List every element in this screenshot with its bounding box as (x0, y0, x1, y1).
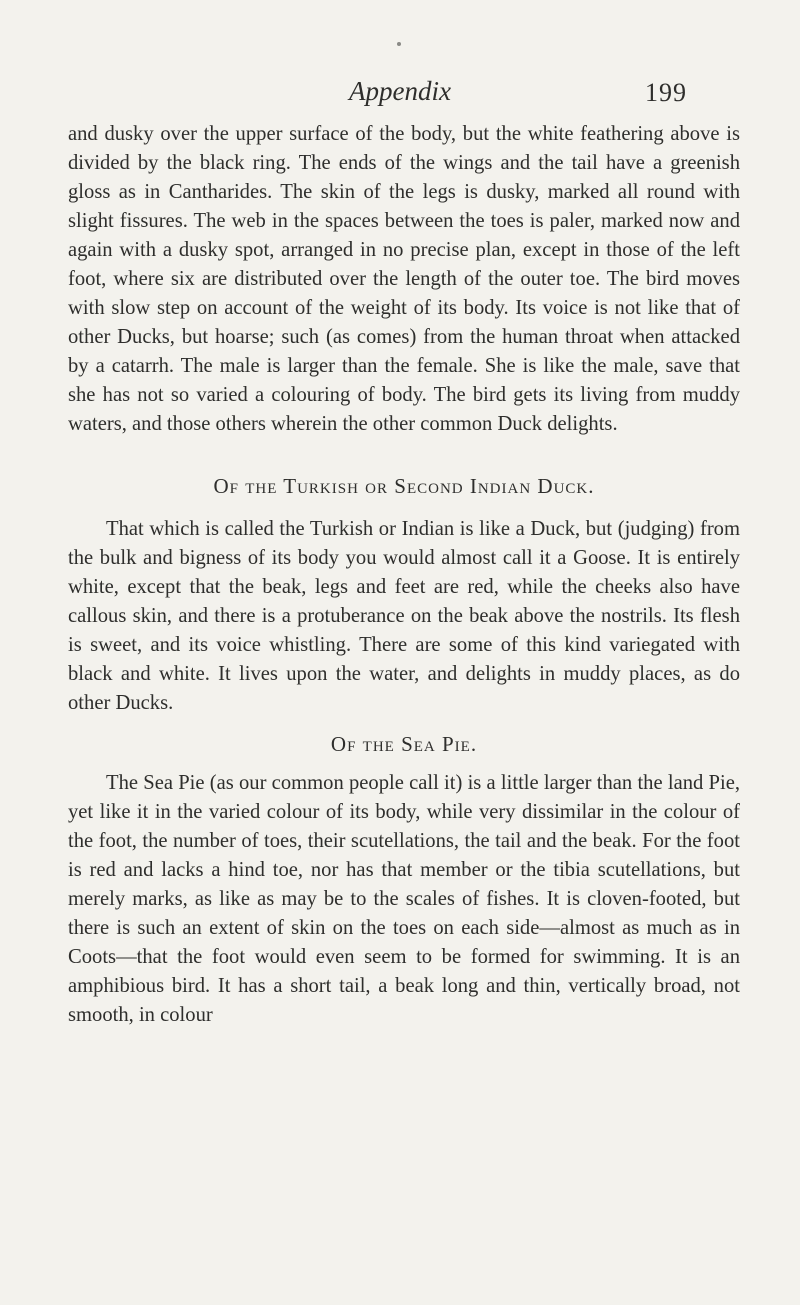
running-head (0, 70, 800, 110)
page-speck (397, 42, 401, 46)
paragraph-2: That which is called the Turkish or Indian is like a Duck, but (judging) from the bulk and bigness of its body you would almost call it a Goose. It is entirely white, except that the beak, legs and feet are red, while the cheeks also have callous skin, and there is a protuberance on the beak above the nostrils. Its flesh is sweet, and its voice whistling. There are some of this kind variegated with black and white. It lives upon the water, and delights in muddy places, as do other Ducks. (68, 518, 740, 714)
running-title: Appendix (349, 76, 451, 106)
page-number: 199 (645, 78, 687, 107)
paragraph-3: The Sea Pie (as our common people call it) is a little larger than the land Pie, yet like it in the varied colour of its body, while very dissimilar in the colour of the foot, the number of toes, their scutellations, the tail and the beak. For the foot is red and lacks a hind toe, nor has that member or the tibia scutellations, but merely marks, as like as may be to the scales of fishes. It is cloven-footed, but there is such an extent of skin on the toes on each side—almost as much as in Coots—that the foot would even seem to be formed for swimming. It is an amphibious bird. It has a short tail, a beak long and thin, vertically broad, not smooth, in colour (68, 772, 740, 1026)
section-heading-turkish-duck: Of the Turkish or Second Indian Duck. (213, 474, 595, 498)
paragraph-1: and dusky over the upper surface of the body, but the white feathering above is divided by the black ring. The ends of the wings and the tail have a greenish gloss as in Cantharides. The skin of the legs is dusky, marked all round with slight fissures. The web in the spaces between the toes is paler, marked now and again with a dusky spot, arranged in no precise plan, except in those of the left foot, where six are distributed over the length of the outer toe. The bird moves with slow step on account of the weight of its body. Its voice is not like that of other Ducks, but hoarse; such (as comes) from the human throat when attacked by a catarrh. The male is larger than the female. She is like the male, save that she has not so varied a colouring of body. The bird gets its living from muddy waters, and those others wherein the other common Duck delights. (68, 123, 740, 435)
body-text (68, 120, 740, 1030)
section-heading-sea-pie: Of the Sea Pie. (330, 732, 478, 756)
